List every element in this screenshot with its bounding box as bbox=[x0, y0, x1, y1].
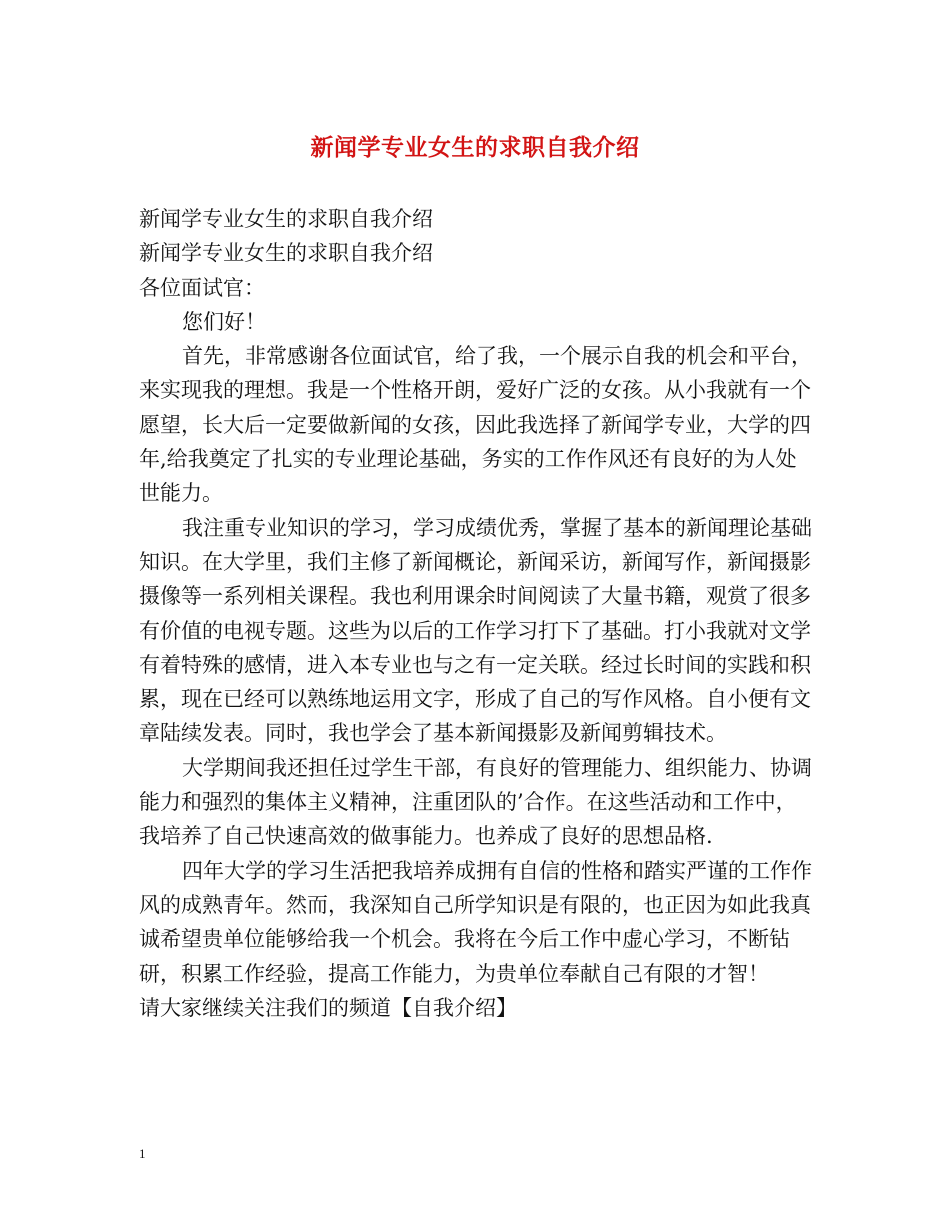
paragraph-greeting: 您们好！ bbox=[182, 309, 266, 334]
paragraph-heading-1: 新闻学专业女生的求职自我介绍 bbox=[139, 207, 433, 231]
paragraph-introduction: 首先，非常感谢各位面试官，给了我，一个展示自我的机会和平台，来实现我的理想。我是一个性格开朗，爱好广泛的女孩。从小我就有一个愿望，长大后一定要做新闻的女孩，因此我选择了新闻学专业，大学的四年,给我奠定了扎实的专业理论基础，务实的工作作风还有良好的为人处世能力。 bbox=[139, 344, 812, 506]
document-title: 新闻学专业女生的求职自我介绍 bbox=[310, 134, 640, 161]
paragraph-conclusion: 四年大学的学习生活把我培养成拥有自信的性格和踏实严谨的工作作风的成熟青年。然而，我深知自己所学知识是有限的，也正因为如此我真诚希望贵单位能够给我一个机会。我将在今后工作中虚心学习，不断钻研，积累工作经验，提高工作能力，为贵单位奉献自己有限的才智！ bbox=[139, 858, 812, 986]
paragraph-leadership: 大学期间我还担任过学生干部，有良好的管理能力、组织能力、协调能力和强烈的集体主义精神，注重团队的’合作。在这些活动和工作中，我培养了自己快速高效的做事能力。也养成了良好的思想品格. bbox=[139, 755, 812, 849]
paragraph-heading-2: 新闻学专业女生的求职自我介绍 bbox=[139, 241, 433, 266]
page-number: 1 bbox=[139, 1146, 146, 1161]
paragraph-studies: 我注重专业知识的学习，学习成绩优秀，掌握了基本的新闻理论基础知识。在大学里，我们主修了新闻概论，新闻采访，新闻写作，新闻摄影摄像等一系列相关课程。我也利用课余时间阅读了大量书籍，观赏了很多有价值的电视专题。这些为以后的工作学习打下了基础。打小我就对文学有着特殊的感情，进入本专业也与之有一定关联。经过长时间的实践和积累，现在已经可以熟练地运用文字，形成了自己的写作风格。自小便有文章陆续发表。同时，我也学会了基本新闻摄影及新闻剪辑技术。 bbox=[139, 515, 812, 746]
paragraph-closing-note: 请大家继续关注我们的频道【自我介绍】 bbox=[139, 995, 517, 1020]
document-body bbox=[139, 202, 815, 1025]
paragraph-salutation: 各位面试官： bbox=[139, 275, 265, 300]
